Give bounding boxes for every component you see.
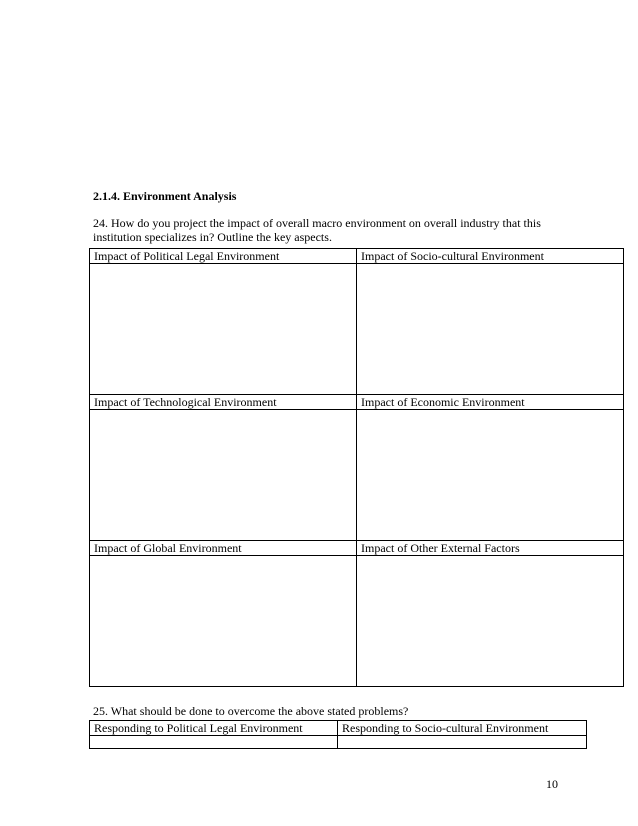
table-row [90, 264, 624, 395]
header-technological: Impact of Technological Environment [90, 395, 357, 410]
answer-cell-economic[interactable] [357, 410, 624, 541]
section-heading: 2.1.4. Environment Analysis [93, 189, 237, 203]
header-global: Impact of Global Environment [90, 541, 357, 556]
table-row [90, 541, 624, 556]
header-responding-socio-cultural: Responding to Socio-cultural Environment [338, 721, 587, 736]
response-cell-socio-cultural[interactable] [338, 736, 587, 749]
table-row [90, 721, 587, 736]
response-table [89, 720, 587, 749]
response-cell-political-legal[interactable] [90, 736, 338, 749]
table-row [90, 556, 624, 687]
page-number: 10 [546, 777, 558, 791]
header-economic: Impact of Economic Environment [357, 395, 624, 410]
table-row [90, 395, 624, 410]
answer-cell-technological[interactable] [90, 410, 357, 541]
environment-impact-table [89, 248, 624, 687]
answer-cell-global[interactable] [90, 556, 357, 687]
answer-cell-other-external[interactable] [357, 556, 624, 687]
question-24-text: 24. How do you project the impact of overall macro environment on overall industry that this institution specializes in? Outline the key aspects. [93, 216, 541, 244]
header-political-legal: Impact of Political Legal Environment [90, 249, 357, 264]
table-row [90, 410, 624, 541]
header-other-external: Impact of Other External Factors [357, 541, 624, 556]
question-25-text: 25. What should be done to overcome the above stated problems? [93, 704, 409, 718]
answer-cell-socio-cultural[interactable] [357, 264, 624, 395]
table-row [90, 249, 624, 264]
header-socio-cultural: Impact of Socio-cultural Environment [357, 249, 624, 264]
table-row [90, 736, 587, 749]
header-responding-political-legal: Responding to Political Legal Environment [90, 721, 338, 736]
answer-cell-political-legal[interactable] [90, 264, 357, 395]
